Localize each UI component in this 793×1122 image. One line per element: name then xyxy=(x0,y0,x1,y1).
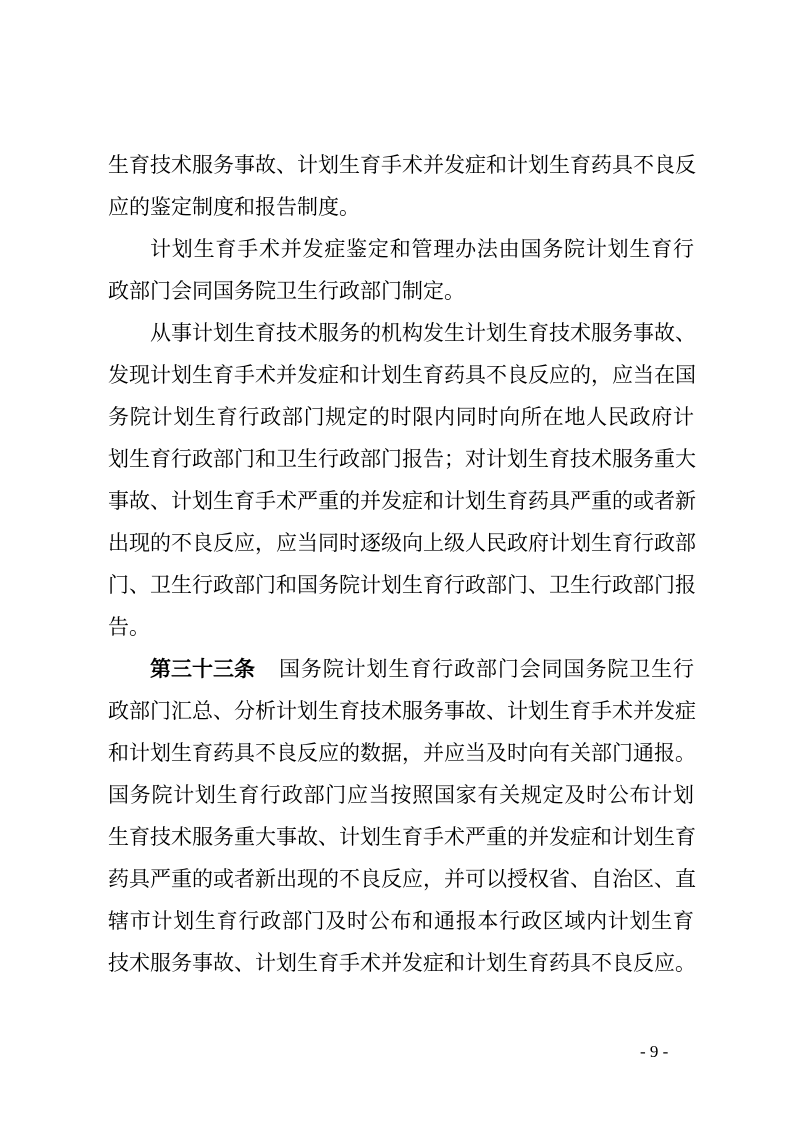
paragraph-line: 技术服务事故、计划生育手术并发症和计划生育药具不良反应。 xyxy=(108,951,696,975)
paragraph-line: 发现计划生育手术并发症和计划生育药具不良反应的，应当在国 xyxy=(108,363,696,387)
paragraph-line: 告。 xyxy=(108,615,150,639)
paragraph-line: 从事计划生育技术服务的机构发生计划生育技术服务事故、 xyxy=(150,321,696,345)
paragraph-line: 药具严重的或者新出现的不良反应，并可以授权省、自治区、直 xyxy=(108,867,696,891)
paragraph-line: 划生育行政部门和卫生行政部门报告；对计划生育技术服务重大 xyxy=(108,447,696,471)
paragraph-line: 国务院计划生育行政部门会同国务院卫生行 xyxy=(279,657,694,681)
article-first-line xyxy=(150,654,694,684)
paragraph-line: 生育技术服务事故、计划生育手术并发症和计划生育药具不良反 xyxy=(108,153,696,177)
paragraph-line: 门、卫生行政部门和国务院计划生育行政部门、卫生行政部门报 xyxy=(108,573,696,597)
article-heading: 第三十三条 xyxy=(150,657,255,681)
paragraph-line: 应的鉴定制度和报告制度。 xyxy=(108,195,360,219)
paragraph-line: 和计划生育药具不良反应的数据，并应当及时向有关部门通报。 xyxy=(108,741,696,765)
paragraph-line: 计划生育手术并发症鉴定和管理办法由国务院计划生育行 xyxy=(150,237,694,261)
paragraph-line: 事故、计划生育手术严重的并发症和计划生育药具严重的或者新 xyxy=(108,489,696,513)
paragraph-line: 政部门汇总、分析计划生育技术服务事故、计划生育手术并发症 xyxy=(108,699,696,723)
paragraph-line: 政部门会同国务院卫生行政部门制定。 xyxy=(108,279,465,303)
paragraph-line: 生育技术服务重大事故、计划生育手术严重的并发症和计划生育 xyxy=(108,825,696,849)
paragraph-line: 国务院计划生育行政部门应当按照国家有关规定及时公布计划 xyxy=(108,783,694,807)
paragraph-line: 辖市计划生育行政部门及时公布和通报本行政区域内计划生育 xyxy=(108,909,694,933)
paragraph-line: 出现的不良反应，应当同时逐级向上级人民政府计划生育行政部 xyxy=(108,531,696,555)
paragraph-line: 务院计划生育行政部门规定的时限内同时向所在地人民政府计 xyxy=(108,405,694,429)
page-number: - 9 - xyxy=(640,1042,669,1061)
